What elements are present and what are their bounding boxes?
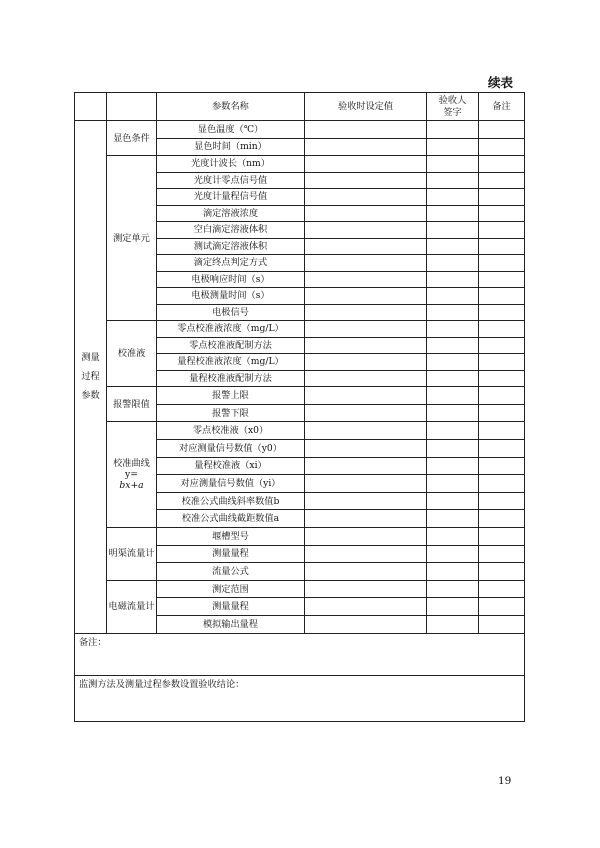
setting-value-cell[interactable] <box>305 255 427 272</box>
remark-cell[interactable] <box>479 321 525 338</box>
group-label-em: 电磁流量计 <box>107 580 157 633</box>
group-label-curve <box>107 422 157 528</box>
remark-cell[interactable] <box>479 439 525 457</box>
setting-value-cell[interactable] <box>305 510 427 528</box>
remark-cell[interactable] <box>479 387 525 405</box>
sign-cell[interactable] <box>427 475 479 493</box>
param-name: 零点校准液配制方法 <box>157 337 305 354</box>
remark-cell[interactable] <box>479 172 525 189</box>
sign-cell[interactable] <box>427 598 479 616</box>
sign-cell[interactable] <box>427 492 479 510</box>
param-name: 零点校准液浓度（mg/L） <box>157 321 305 338</box>
table-row <box>75 527 525 545</box>
sign-cell[interactable] <box>427 404 479 422</box>
header-remark: 备注 <box>479 93 525 121</box>
param-name: 光度计零点信号值 <box>157 172 305 189</box>
remark-cell[interactable] <box>479 615 525 633</box>
param-name: 报警上限 <box>157 387 305 405</box>
sign-cell[interactable] <box>427 288 479 305</box>
param-name: 流量公式 <box>157 563 305 581</box>
sign-cell[interactable] <box>427 439 479 457</box>
setting-value-cell[interactable] <box>305 121 427 139</box>
remark-cell[interactable] <box>479 527 525 545</box>
param-name: 测定范围 <box>157 580 305 598</box>
sign-cell[interactable] <box>427 457 479 475</box>
setting-value-cell[interactable] <box>305 422 427 440</box>
remark-cell[interactable] <box>479 189 525 206</box>
param-name: 测试滴定溶液体积 <box>157 238 305 255</box>
remark-cell[interactable] <box>479 304 525 321</box>
sign-cell[interactable] <box>427 580 479 598</box>
remark-cell[interactable] <box>479 354 525 371</box>
header-setting-value: 验收时设定值 <box>305 93 427 121</box>
group-label-alarm: 报警限值 <box>107 387 157 422</box>
setting-value-cell[interactable] <box>305 475 427 493</box>
curve-label-line2: bx+a <box>119 480 144 492</box>
remark-cell[interactable] <box>479 288 525 305</box>
setting-value-cell[interactable] <box>305 172 427 189</box>
curve-label-line1: 校准曲线y= <box>113 458 150 481</box>
main-group-line: 过程 <box>81 371 100 383</box>
table-row <box>75 321 525 338</box>
sign-cell[interactable] <box>427 222 479 239</box>
sign-cell[interactable] <box>427 563 479 581</box>
remark-cell[interactable] <box>479 271 525 288</box>
param-name: 电极信号 <box>157 304 305 321</box>
setting-value-cell[interactable] <box>305 439 427 457</box>
setting-value-cell[interactable] <box>305 580 427 598</box>
setting-value-cell[interactable] <box>305 387 427 405</box>
param-name: 校准公式曲线截距数值a <box>157 510 305 528</box>
remark-cell[interactable] <box>479 205 525 222</box>
sign-cell[interactable] <box>427 121 479 139</box>
setting-value-cell[interactable] <box>305 615 427 633</box>
remark-cell[interactable] <box>479 563 525 581</box>
sign-cell[interactable] <box>427 510 479 528</box>
sign-cell[interactable] <box>427 156 479 173</box>
param-name: 校准公式曲线斜率数值b <box>157 492 305 510</box>
remark-cell[interactable] <box>479 492 525 510</box>
sign-cell[interactable] <box>427 138 479 156</box>
param-name: 滴定终点判定方式 <box>157 255 305 272</box>
sign-cell[interactable] <box>427 545 479 563</box>
setting-value-cell[interactable] <box>305 370 427 387</box>
remark-cell[interactable] <box>479 255 525 272</box>
sign-cell[interactable] <box>427 205 479 222</box>
table-row <box>75 422 525 440</box>
conclusion-row <box>75 675 525 721</box>
table-row <box>75 387 525 405</box>
header-acceptor-line1: 验收人 <box>438 95 467 107</box>
remark-cell[interactable] <box>479 475 525 493</box>
sign-cell[interactable] <box>427 321 479 338</box>
sign-cell[interactable] <box>427 271 479 288</box>
sign-cell[interactable] <box>427 337 479 354</box>
setting-value-cell[interactable] <box>305 337 427 354</box>
remark-cell[interactable] <box>479 404 525 422</box>
param-name: 空白滴定溶液体积 <box>157 222 305 239</box>
sign-cell[interactable] <box>427 255 479 272</box>
remark-cell[interactable] <box>479 422 525 440</box>
group-label-color: 显色条件 <box>107 121 157 156</box>
param-name: 测量量程 <box>157 545 305 563</box>
sign-cell[interactable] <box>427 189 479 206</box>
group-label-measure: 测定单元 <box>107 156 157 321</box>
param-name: 电极测量时间（s） <box>157 288 305 305</box>
sign-cell[interactable] <box>427 238 479 255</box>
sign-cell[interactable] <box>427 172 479 189</box>
setting-value-cell[interactable] <box>305 238 427 255</box>
table-row <box>75 156 525 173</box>
setting-value-cell[interactable] <box>305 354 427 371</box>
page-number: 19 <box>498 775 512 787</box>
param-name: 模拟输出量程 <box>157 615 305 633</box>
setting-value-cell[interactable] <box>305 563 427 581</box>
setting-value-cell[interactable] <box>305 138 427 156</box>
setting-value-cell[interactable] <box>305 222 427 239</box>
param-name: 滴定溶液浓度 <box>157 205 305 222</box>
param-name: 电极响应时间（s） <box>157 271 305 288</box>
main-group-line: 参数 <box>81 390 100 402</box>
sign-cell[interactable] <box>427 615 479 633</box>
param-name: 光度计波长（nm） <box>157 156 305 173</box>
table-row <box>75 121 525 139</box>
conclusion-cell[interactable]: 监测方法及测量过程参数设置验收结论： <box>75 675 525 721</box>
param-name: 显色温度（℃） <box>157 121 305 139</box>
param-name: 光度计量程信号值 <box>157 189 305 206</box>
remark-cell[interactable] <box>479 138 525 156</box>
remark-cell[interactable] <box>479 580 525 598</box>
param-name: 报警下限 <box>157 404 305 422</box>
notes-row <box>75 633 525 675</box>
setting-value-cell[interactable] <box>305 545 427 563</box>
sign-cell[interactable] <box>427 527 479 545</box>
notes-cell[interactable]: 备注： <box>75 633 525 675</box>
setting-value-cell[interactable] <box>305 321 427 338</box>
setting-value-cell[interactable] <box>305 598 427 616</box>
sign-cell[interactable] <box>427 370 479 387</box>
table-header-row <box>75 93 525 121</box>
param-name: 对应测量信号数值（y0） <box>157 439 305 457</box>
setting-value-cell[interactable] <box>305 492 427 510</box>
main-group-cell <box>75 121 107 634</box>
setting-value-cell[interactable] <box>305 404 427 422</box>
remark-cell[interactable] <box>479 370 525 387</box>
setting-value-cell[interactable] <box>305 156 427 173</box>
sign-cell[interactable] <box>427 304 479 321</box>
param-name: 量程校准液（xi） <box>157 457 305 475</box>
param-name: 对应测量信号数值（yi） <box>157 475 305 493</box>
param-name: 量程校准液浓度（mg/L） <box>157 354 305 371</box>
remark-cell[interactable] <box>479 457 525 475</box>
group-label-channel: 明渠流量计 <box>107 527 157 580</box>
remark-cell[interactable] <box>479 598 525 616</box>
parameter-table <box>74 92 525 722</box>
remark-cell[interactable] <box>479 222 525 239</box>
header-acceptor-sign <box>427 93 479 121</box>
param-name: 显色时间（min） <box>157 138 305 156</box>
header-param-name: 参数名称 <box>157 93 305 121</box>
header-acceptor-line2: 签字 <box>443 106 462 118</box>
sign-cell[interactable] <box>427 354 479 371</box>
main-group-line: 测量 <box>81 352 100 364</box>
table-row <box>75 580 525 598</box>
param-name: 测量量程 <box>157 598 305 616</box>
remark-cell[interactable] <box>479 545 525 563</box>
setting-value-cell[interactable] <box>305 271 427 288</box>
sign-cell[interactable] <box>427 387 479 405</box>
sign-cell[interactable] <box>427 422 479 440</box>
setting-value-cell[interactable] <box>305 189 427 206</box>
remark-cell[interactable] <box>479 337 525 354</box>
param-name: 零点校准液（x0） <box>157 422 305 440</box>
setting-value-cell[interactable] <box>305 288 427 305</box>
setting-value-cell[interactable] <box>305 527 427 545</box>
setting-value-cell[interactable] <box>305 304 427 321</box>
continued-label: 续表 <box>488 75 514 90</box>
group-label-calib: 校准液 <box>107 321 157 387</box>
param-name: 量程校准液配制方法 <box>157 370 305 387</box>
setting-value-cell[interactable] <box>305 457 427 475</box>
param-name: 堰槽型号 <box>157 527 305 545</box>
remark-cell[interactable] <box>479 156 525 173</box>
remark-cell[interactable] <box>479 121 525 139</box>
setting-value-cell[interactable] <box>305 205 427 222</box>
remark-cell[interactable] <box>479 238 525 255</box>
remark-cell[interactable] <box>479 510 525 528</box>
